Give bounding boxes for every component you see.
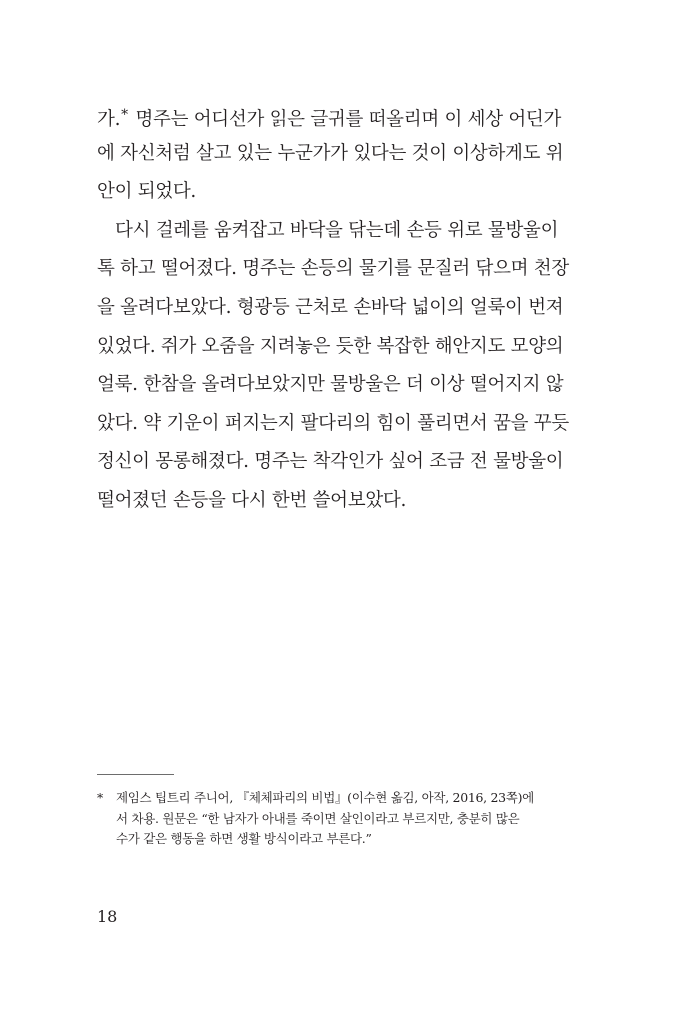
paragraph-start-line: 다시 걸레를 움켜잡고 바닥을 닦는데 손등 위로 물방울이 — [115, 219, 559, 241]
body-line: 정신이 몽롱해졌다. 명주는 착각인가 싶어 조금 전 물방울이 — [97, 451, 564, 473]
body-line: 톡 하고 떨어졌다. 명주는 손등의 물기를 문질러 닦으며 천장 — [97, 258, 569, 280]
body-text — [97, 96, 567, 521]
footnote-reference[interactable]: * — [121, 107, 128, 123]
footnote-line — [97, 788, 571, 809]
body-text-fragment: 명주는 어디선가 읽은 글귀를 떠올리며 이 세상 어딘가 — [129, 109, 562, 130]
footnote-line: 서 차용. 원문은 “한 남자가 아내를 죽이면 살인이라고 부르지만, 충분히 많은 — [116, 810, 520, 826]
body-line: 얼룩. 한참을 올려다보았지만 물방울은 더 이상 떨어지지 않 — [97, 374, 564, 396]
body-line: 을 올려다보았다. 형광등 근처로 손바닥 넓이의 얼룩이 번져 — [97, 296, 564, 318]
body-line: 있었다. 쥐가 오줌을 지려놓은 듯한 복잡한 해안지도 모양의 — [97, 335, 564, 357]
body-line: 았다. 약 기운이 퍼지는지 팔다리의 힘이 풀리면서 꿈을 꾸듯 — [97, 412, 569, 434]
footnote-separator — [97, 774, 174, 775]
footnote-line: 수가 같은 행동을 하면 생활 방식이라고 부른다.” — [116, 831, 372, 846]
footnote-symbol: * — [97, 790, 103, 805]
body-line: 떨어졌던 손등을 다시 한번 쓸어보았다. — [97, 489, 407, 511]
body-line: 에 자신처럼 살고 있는 누군가가 있다는 것이 이상하게도 위 — [97, 142, 564, 164]
body-line: 안이 되었다. — [97, 181, 197, 203]
body-text-fragment: 가. — [97, 109, 121, 130]
page-number: 18 — [97, 907, 118, 926]
footnote — [97, 788, 571, 850]
footnote-text: 제임스 팁트리 주니어, 『체체파리의 비법』(이수현 옮김, 아작, 2016, 23쪽)에 — [116, 790, 534, 805]
body-line — [97, 96, 567, 135]
